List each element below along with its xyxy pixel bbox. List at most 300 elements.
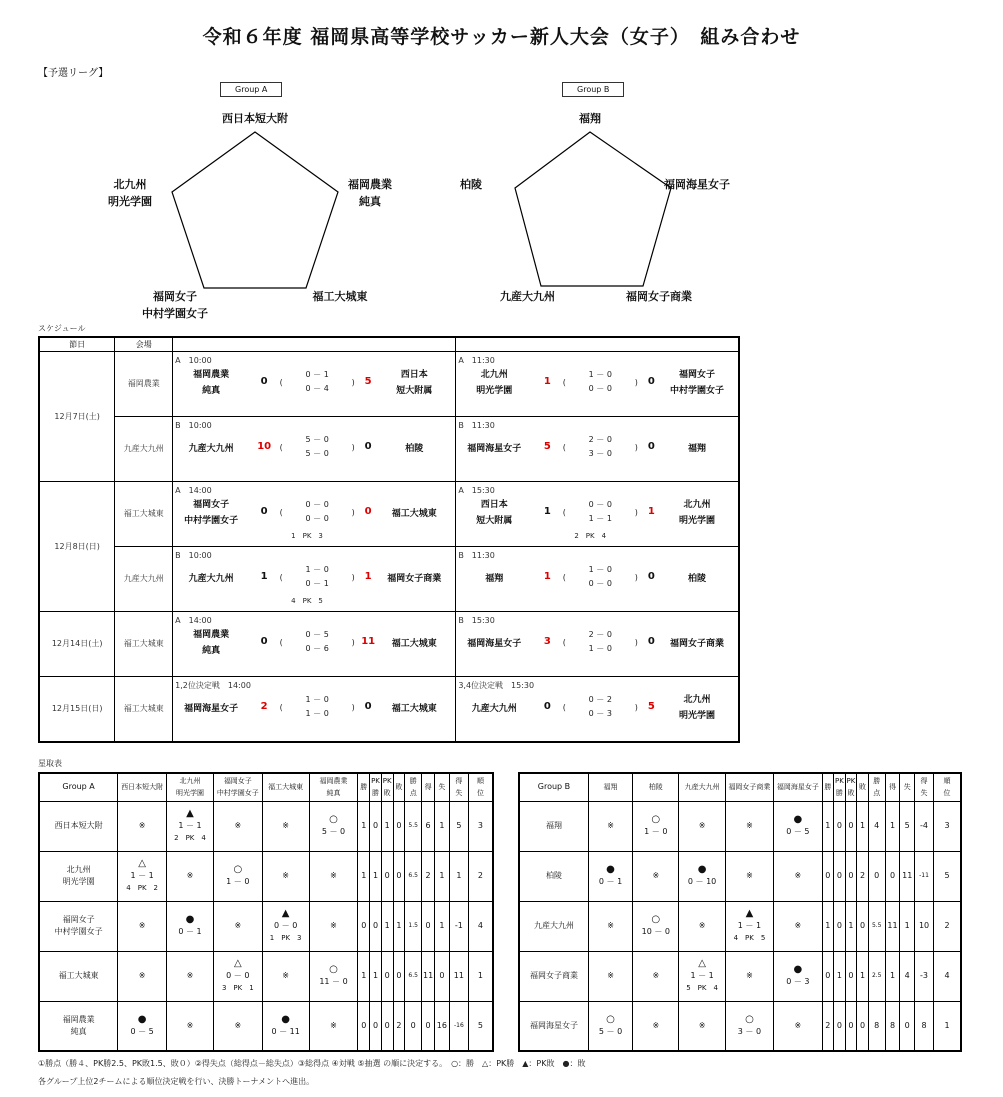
standings-stat: 0: [381, 951, 393, 1001]
schedule-venue: 福工大城東: [115, 676, 173, 742]
standings-row: [519, 1001, 961, 1051]
match-home-team: 福岡農業 純真: [193, 629, 230, 656]
paren-right: ): [351, 442, 355, 452]
standings-group-name: Group B: [519, 773, 588, 801]
match-away-score: 1: [364, 570, 372, 582]
paren-right: ): [351, 637, 355, 647]
result-score: ※: [652, 971, 660, 980]
standings-result-cell: [633, 901, 679, 951]
standings-stat: 6.5: [405, 851, 422, 901]
result-score: ※: [330, 921, 337, 930]
paren-left: (: [279, 507, 283, 517]
result-score: ※: [652, 1020, 660, 1030]
standings-stat: 11: [422, 951, 435, 1001]
match-home-score: 3: [543, 635, 551, 647]
paren-right: ): [634, 637, 638, 647]
paren-left: (: [562, 702, 566, 712]
match-away-score: 0: [647, 635, 655, 647]
first-half-score: 2 － 0: [588, 629, 612, 639]
standings-stat: 1: [934, 1001, 962, 1051]
match-away-team: 福岡女子商業: [387, 573, 442, 584]
standings-stat: 6: [422, 801, 435, 851]
match-home-score: 2: [260, 700, 268, 712]
result-score: ※: [746, 871, 753, 880]
standings-stat: 1: [434, 851, 449, 901]
result-mark: ○: [651, 814, 661, 825]
standings-stat: 2: [934, 901, 962, 951]
result-mark: ▲: [281, 908, 290, 919]
standings-result-cell: [774, 901, 822, 951]
result-mark: ○: [233, 864, 243, 875]
match-label: A 10:00: [175, 355, 212, 365]
match-label: B 10:00: [175, 420, 212, 430]
match-halves: [562, 563, 638, 591]
standings-stat-header: 得 失: [915, 773, 934, 801]
standings-result-cell: [118, 1001, 167, 1051]
result-score: 0 － 1: [598, 877, 623, 886]
schedule-venue: 九産大九州: [115, 416, 173, 481]
match-halves: [562, 693, 638, 721]
schedule-table: [38, 336, 740, 743]
match-pk: 4 PK 5: [291, 596, 323, 605]
match-away-team: 柏陵: [687, 573, 706, 584]
schedule-date: 12月15日(日): [39, 676, 115, 742]
result-mark: ○: [651, 914, 661, 925]
standings-result-cell: [213, 801, 262, 851]
result-score: 0 － 11: [271, 1026, 300, 1036]
result-score: 0 － 5: [130, 1026, 154, 1036]
standings-stat: 0: [834, 1001, 846, 1051]
standings-result-cell: [679, 1001, 725, 1051]
standings-stat: 0: [834, 901, 846, 951]
standings-stat-header: 順 位: [468, 773, 493, 801]
standings-stat: 0: [393, 801, 405, 851]
paren-left: (: [279, 442, 283, 452]
standings-team: 福翔: [519, 801, 588, 851]
first-half-score: 1 － 0: [305, 564, 329, 574]
result-score: 3 － 0: [737, 1026, 762, 1036]
match-away-score: 0: [364, 440, 372, 452]
match-label: B 10:00: [175, 550, 212, 560]
standings-result-cell: [725, 851, 773, 901]
group-a-team-left: 北九州 明光学園: [108, 178, 152, 208]
paren-right: ): [351, 507, 355, 517]
match-away-score: 0: [647, 570, 655, 582]
standings-team: 九産大九州: [519, 901, 588, 951]
standings-stat: 0: [845, 851, 857, 901]
match-label: 3,4位決定戦 15:30: [458, 680, 535, 690]
standings-stat: 0: [370, 901, 382, 951]
schedule-body: [39, 351, 739, 742]
group-a-pentagon: [160, 120, 350, 300]
standings-result-cell: [167, 851, 214, 901]
standings-result-cell: [262, 801, 309, 851]
result-mark: ○: [606, 1013, 615, 1025]
standings-result-cell: [118, 851, 167, 901]
paren-left: (: [562, 377, 566, 387]
match-pk: 1 PK 3: [291, 531, 323, 540]
standings-result-cell: [774, 801, 822, 851]
schedule-venue: 福工大城東: [115, 611, 173, 676]
standings-stat-header: 順 位: [934, 773, 962, 801]
standings-stat-header: PK 勝: [370, 773, 382, 801]
standings-header: [39, 773, 493, 801]
standings-opponent-header: 西日本短大附: [118, 773, 167, 801]
standings-result-cell: [679, 851, 725, 901]
result-score: ※: [794, 871, 802, 880]
standings-stat: 4: [900, 951, 915, 1001]
standings-group-name: Group A: [39, 773, 118, 801]
group-b-team-bottom-left: 九産大九州: [500, 290, 555, 303]
result-score: ※: [698, 821, 706, 830]
standings-stat: 0: [422, 1001, 435, 1051]
standings-result-cell: [725, 801, 773, 851]
standings-stat: 1: [857, 951, 869, 1001]
standings-stat: 1.5: [405, 901, 422, 951]
result-score: 1 － 0: [226, 877, 250, 886]
match-away-team: 北九州 明光学園: [678, 694, 715, 721]
match-label: A 14:00: [175, 485, 212, 495]
match-away-score: 1: [647, 505, 655, 517]
standings-team: 北九州 明光学園: [39, 851, 118, 901]
standings-header: [519, 773, 961, 801]
match-home-team: 福岡海星女子: [467, 443, 522, 454]
schedule-date: 12月8日(日): [39, 481, 115, 611]
standings-stat: 5: [934, 851, 962, 901]
standings-result-cell: [774, 851, 822, 901]
paren-right: ): [634, 377, 638, 387]
standings-result-cell: [213, 901, 262, 951]
schedule-row: [39, 416, 739, 481]
standings-result-cell: [262, 851, 309, 901]
standings-stat-header: 勝 点: [868, 773, 885, 801]
standings-stat: 0: [845, 951, 857, 1001]
match-away-score: 5: [364, 375, 372, 387]
standings-stat-header: 失: [900, 773, 915, 801]
standings-stat: 0: [381, 1001, 393, 1051]
standings-result-cell: [679, 951, 725, 1001]
result-score: ※: [282, 821, 289, 830]
standings-row: [39, 951, 493, 1001]
second-half-score: 0 － 6: [305, 643, 329, 653]
standings-stat: 1: [393, 901, 405, 951]
group-a-team-top: 西日本短大附: [222, 112, 288, 125]
first-half-score: 0 － 5: [305, 629, 329, 639]
standings-stat: 0: [405, 1001, 422, 1051]
first-half-score: 1 － 0: [588, 369, 612, 379]
standings-stat: -16: [449, 1001, 468, 1051]
standings-stat: 2: [393, 1001, 405, 1051]
standings-stat: 5: [468, 1001, 493, 1051]
match-halves: [562, 368, 638, 396]
standings-stat: 0: [358, 1001, 370, 1051]
standings-stat: 1: [900, 901, 915, 951]
result-mark: ●: [137, 1013, 147, 1025]
result-mark: △: [233, 958, 242, 969]
match-cell: [456, 481, 739, 546]
result-score: ※: [138, 921, 146, 930]
standings-stat: 1: [885, 951, 900, 1001]
second-half-score: 0 － 0: [305, 513, 329, 523]
match-home-score: 1: [543, 570, 551, 582]
match-cell: [456, 351, 739, 416]
standings-result-cell: [588, 901, 632, 951]
match-home-team: 福岡海星女子: [184, 703, 239, 714]
standings-stat: 0: [434, 951, 449, 1001]
match-home-score: 10: [257, 440, 272, 452]
schedule-date: 12月7日(土): [39, 351, 115, 481]
standings-stat: 16: [434, 1001, 449, 1051]
standings-row: [519, 901, 961, 951]
result-mark: ●: [793, 964, 803, 975]
match-away-team: 柏陵: [405, 443, 424, 454]
standings-result-cell: [679, 801, 725, 851]
match-halves: [279, 563, 355, 591]
standings-stat: 0: [834, 851, 846, 901]
second-half-score: 5 － 0: [305, 448, 329, 458]
standings-stat-header: PK 敗: [845, 773, 857, 801]
result-mark: ○: [329, 814, 338, 825]
match-away-score: 5: [647, 700, 655, 712]
match-away-team: 北九州 明光学園: [678, 499, 715, 526]
result-score: 1 － 1: [690, 971, 714, 980]
standings-stat-header: 敗: [857, 773, 869, 801]
standings-stat: 4: [868, 801, 885, 851]
paren-right: ): [351, 572, 355, 582]
standings-stat: 10: [915, 901, 934, 951]
result-score: 5 － 0: [321, 827, 346, 836]
standings-stat: 5.5: [868, 901, 885, 951]
standings-stat: 0: [370, 1001, 382, 1051]
schedule-row: [39, 611, 739, 676]
standings-stat: 1: [381, 801, 393, 851]
result-score: ※: [794, 1020, 802, 1030]
schedule-col-venue: 会場: [115, 337, 173, 351]
standings-stat: 11: [900, 851, 915, 901]
standings-opponent-header: 九産大九州: [679, 773, 725, 801]
paren-right: ): [351, 377, 355, 387]
match-halves: [279, 628, 355, 656]
standings-stat: 5: [449, 801, 468, 851]
paren-right: ): [351, 702, 355, 712]
standings-stat: 1: [434, 901, 449, 951]
standings-stat: 1: [822, 801, 834, 851]
standings-opponent-header: 福翔: [588, 773, 632, 801]
result-pk: 2 PK 4: [174, 834, 206, 842]
standings-result-cell: [633, 1001, 679, 1051]
standings-stat: 0: [845, 801, 857, 851]
footer-rules: ①勝点（勝４、PK勝2.5、PK敗1.5、敗０）②得失点（総得点－総失点）③総得点 ④対戦 ⑤抽選 の順に決定する。 ○：勝 △：PK勝 ▲：PK敗 ●：敗: [38, 1059, 586, 1068]
standings-row: [39, 1001, 493, 1051]
standings-stat-header: 失: [434, 773, 449, 801]
standings-stat: 0: [857, 1001, 869, 1051]
standings-stat: 2: [822, 1001, 834, 1051]
match-cell: [456, 416, 739, 481]
result-score: ※: [282, 871, 289, 880]
result-mark: ▲: [745, 908, 754, 919]
result-mark: ●: [281, 1013, 291, 1025]
result-mark: △: [138, 858, 146, 869]
first-half-score: 1 － 0: [588, 564, 612, 574]
standings-result-cell: [588, 851, 632, 901]
paren-left: (: [562, 572, 566, 582]
match-cell: [456, 546, 739, 611]
standings-stat: 1: [358, 801, 370, 851]
result-score: ※: [186, 871, 194, 880]
match-away-team: 福工大城東: [391, 508, 437, 519]
standings-stat: 0: [358, 901, 370, 951]
standings-stat-header: 勝 点: [405, 773, 422, 801]
standings-stat-header: 勝: [358, 773, 370, 801]
match-home-score: 5: [543, 440, 551, 452]
schedule-row: [39, 546, 739, 611]
second-half-score: 1 － 0: [305, 708, 329, 718]
result-pk: 4 PK 5: [733, 934, 766, 942]
standings-result-cell: [118, 951, 167, 1001]
match-home-score: 1: [543, 505, 551, 517]
standings-stat: 8: [885, 1001, 900, 1051]
match-label: 1,2位決定戦 14:00: [175, 680, 251, 690]
match-halves: [279, 433, 355, 461]
standings-result-cell: [588, 1001, 632, 1051]
standings-stat-header: PK 敗: [381, 773, 393, 801]
match-away-score: 0: [364, 505, 372, 517]
paren-left: (: [562, 637, 566, 647]
result-score: 1 － 1: [130, 871, 154, 880]
standings-result-cell: [633, 801, 679, 851]
standings-result-cell: [118, 801, 167, 851]
result-score: 5 － 0: [598, 1026, 623, 1036]
standings-result-cell: [309, 1001, 358, 1051]
paren-right: ): [634, 702, 638, 712]
standings-stat: -3: [915, 951, 934, 1001]
standings-team: 柏陵: [519, 851, 588, 901]
result-score: ※: [282, 971, 289, 980]
schedule-date: 12月14日(土): [39, 611, 115, 676]
result-mark: ●: [793, 814, 803, 825]
match-label: B 11:30: [458, 550, 495, 560]
standings-stat: 0: [393, 951, 405, 1001]
standings-opponent-header: 福岡海星女子: [774, 773, 822, 801]
group-b-label: Group B: [562, 82, 624, 97]
standings-stat: 5: [900, 801, 915, 851]
match-away-team: 福岡女子 中村学園女子: [669, 369, 724, 396]
result-score: ※: [607, 821, 614, 830]
paren-left: (: [562, 442, 566, 452]
standings-stat: 0: [857, 901, 869, 951]
second-half-score: 0 － 3: [588, 708, 612, 718]
paren-right: ): [634, 442, 638, 452]
standings-stat: -4: [915, 801, 934, 851]
first-half-score: 0 － 2: [588, 694, 612, 704]
standings-result-cell: [309, 901, 358, 951]
group-b-team-right: 福岡海星女子: [664, 178, 730, 191]
standings-stat: 1: [857, 801, 869, 851]
standings-result-cell: [633, 951, 679, 1001]
second-half-score: 1 － 1: [588, 513, 612, 523]
first-half-score: 0 － 0: [588, 499, 612, 509]
standings-stat: 1: [434, 801, 449, 851]
result-mark: ●: [185, 914, 195, 925]
standings-team: 福工大城東: [39, 951, 118, 1001]
paren-left: (: [279, 572, 283, 582]
paren-left: (: [562, 507, 566, 517]
standings-stat: 3: [934, 801, 962, 851]
match-pk: 2 PK 4: [574, 531, 607, 540]
standings-stat-header: 得 失: [449, 773, 468, 801]
match-away-score: 0: [647, 375, 655, 387]
match-home-score: 0: [260, 635, 268, 647]
standings-stat: 5.5: [405, 801, 422, 851]
first-half-score: 5 － 0: [305, 434, 329, 444]
match-label: A 11:30: [458, 355, 495, 365]
result-score: ※: [330, 1020, 337, 1030]
standings-stat-header: 敗: [393, 773, 405, 801]
standings-stat: 11: [885, 901, 900, 951]
standings-stat: 0: [381, 851, 393, 901]
match-home-team: 福翔: [485, 573, 504, 584]
standings-stat: 1: [358, 851, 370, 901]
standings-stat: 0: [900, 1001, 915, 1051]
standings-stat: 6.5: [405, 951, 422, 1001]
standings-stat: 1: [449, 851, 468, 901]
result-score: 0 － 3: [786, 977, 810, 986]
match-halves: [562, 433, 638, 461]
schedule-row: [39, 676, 739, 742]
standings-row: [519, 851, 961, 901]
standings-stat: 3: [468, 801, 493, 851]
first-half-score: 2 － 0: [588, 434, 612, 444]
standings-result-cell: [213, 951, 262, 1001]
match-home-team: 九産大九州: [188, 573, 234, 584]
schedule-venue: 九産大九州: [115, 546, 173, 611]
standings-stat: -11: [915, 851, 934, 901]
schedule-venue: 福岡農業: [115, 351, 173, 416]
result-score: 10 － 0: [641, 927, 670, 936]
standings-row: [39, 901, 493, 951]
second-half-score: 3 － 0: [588, 448, 612, 458]
standings-result-cell: [774, 951, 822, 1001]
result-score: 1 － 0: [644, 827, 668, 836]
standings-result-cell: [774, 1001, 822, 1051]
result-score: ※: [138, 821, 146, 830]
match-home-team: 九産大九州: [188, 443, 234, 454]
result-score: ※: [698, 921, 706, 930]
result-mark: ●: [606, 864, 615, 875]
result-score: ※: [186, 1020, 194, 1030]
result-mark: ▲: [186, 808, 194, 819]
match-away-team: 福工大城東: [391, 703, 437, 714]
standings-stat: 1: [370, 851, 382, 901]
group-a-label: Group A: [220, 82, 282, 97]
standings-stat: 1: [845, 901, 857, 951]
first-half-score: 1 － 0: [305, 694, 329, 704]
standings-result-cell: [725, 1001, 773, 1051]
group-b-team-bottom-right: 福岡女子商業: [626, 290, 692, 303]
standings-stat: 1: [834, 951, 846, 1001]
match-home-team: 福岡農業 純真: [193, 369, 230, 396]
standings-stat: 2: [857, 851, 869, 901]
result-score: ※: [698, 1020, 706, 1030]
match-cell: [173, 481, 456, 546]
standings-row: [39, 851, 493, 901]
match-halves: [279, 368, 355, 396]
schedule-row: [39, 351, 739, 416]
standings-row: [39, 801, 493, 851]
result-mark: ○: [745, 1013, 754, 1025]
result-score: ※: [234, 1020, 242, 1030]
standings-stat-header: 得: [422, 773, 435, 801]
